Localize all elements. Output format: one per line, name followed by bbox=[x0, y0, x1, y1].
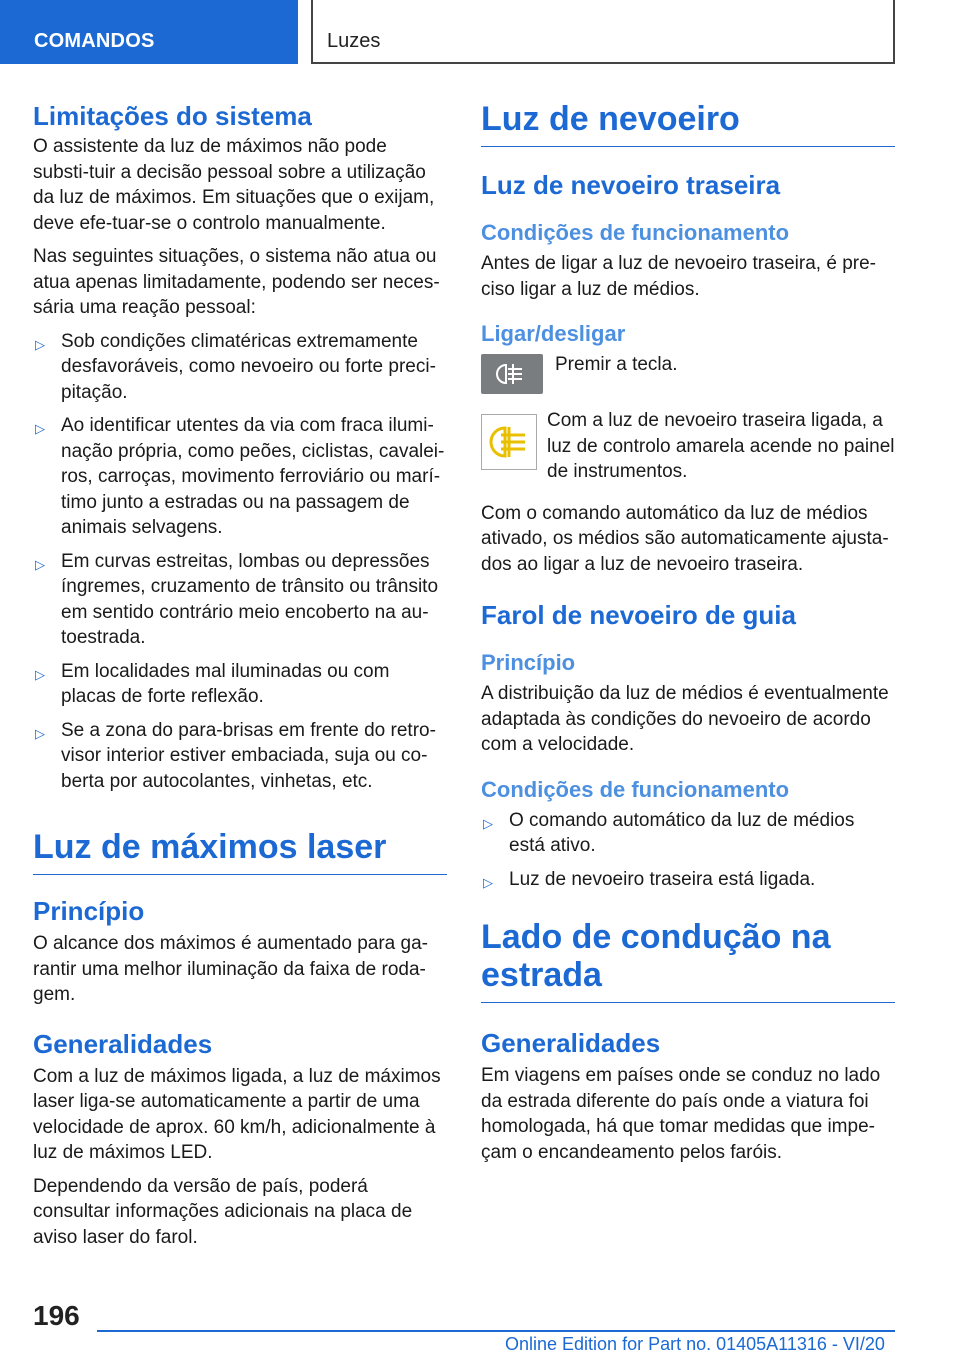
laser-principle-heading: Princípio bbox=[33, 896, 145, 926]
laser-heading: Luz de máximos laser bbox=[33, 828, 447, 875]
page-number: 196 bbox=[33, 1300, 80, 1331]
laser-general-paragraph-1: Com a luz de máximos ligada, a luz de máximos laser liga-se automaticamente a partir de uma velocidade de aprox. 60 km/h, adicionalmente à luz de máximos LED. bbox=[33, 1065, 441, 1163]
laser-principle-paragraph: O alcance dos máximos é aumentado para ga-rantir uma melhor iluminação da faixa de roda-gem. bbox=[33, 933, 428, 1005]
laser-general-paragraph-2: Dependendo da versão de país, poderá consultar informações adicionais na placa de aviso laser do farol. bbox=[33, 1175, 413, 1248]
triangle-bullet-icon: ▷ bbox=[35, 556, 45, 572]
limits-heading: Limitações do sistema bbox=[33, 101, 312, 131]
driving-side-paragraph: Em viagens em países onde se conduz no lado da estrada diferente do país onde a viatura foi homologada, há que tomar medidas que impe-çam o encandeamento pelos faróis. bbox=[481, 1065, 881, 1163]
auto-paragraph: Com o comando automático da luz de médios ativado, os médios são automaticamente ajusta-dos ao ligar a luz de nevoeiro traseira. bbox=[481, 502, 889, 575]
limits-list bbox=[33, 329, 447, 795]
list-item: ▷ Luz de nevoeiro traseira está ligada. bbox=[481, 867, 895, 893]
triangle-bullet-icon: ▷ bbox=[483, 815, 493, 831]
conditions-heading: Condições de funcionamento bbox=[481, 220, 790, 245]
indicator-text: Com a luz de nevoeiro traseira ligada, a luz de controlo amarela acende no painel de instrumentos. bbox=[547, 410, 895, 482]
triangle-bullet-icon: ▷ bbox=[35, 336, 45, 352]
fog-indicator-row bbox=[481, 412, 895, 485]
rear-fog-heading: Luz de nevoeiro traseira bbox=[481, 170, 781, 200]
left-column bbox=[33, 100, 447, 1250]
list-item: ▷ Se a zona do para-brisas em frente do retro-visor interior estiver embaciada, suja ou co-berta por autocolantes, vinhetas, etc. bbox=[35, 719, 436, 792]
list-item: ▷ Ao identificar utentes da via com fraca ilumi-nação própria, como peões, ciclistas, cavalei-ros, carroças, movimento ferroviário ou marí-timo junto a estradas ou na passagem de animais selvagens. bbox=[35, 415, 445, 538]
limits-paragraph-2: Nas seguintes situações, o sistema não atua ou atua apenas limitadamente, podendo ser neces-sária uma reação pessoal: bbox=[33, 246, 440, 318]
guide-principle-heading: Princípio bbox=[481, 650, 576, 675]
list-item: ▷ Em curvas estreitas, lombas ou depressões íngremes, cruzamento de trânsito ou trânsito em sentido contrário meio encoberto na au-toestrada. bbox=[35, 550, 439, 648]
section-label: Luzes bbox=[327, 30, 381, 52]
footer-divider bbox=[97, 1330, 895, 1332]
chapter-tab bbox=[0, 0, 298, 64]
onoff-heading: Ligar/desligar bbox=[481, 321, 626, 346]
guide-conditions-heading: Condições de funcionamento bbox=[481, 776, 790, 802]
edition-text: Online Edition for Part no. 01405A11316 - VI/20 bbox=[505, 1334, 885, 1354]
rear-fog-button-icon bbox=[481, 354, 543, 394]
triangle-bullet-icon: ▷ bbox=[35, 666, 45, 682]
section-header bbox=[311, 0, 895, 64]
guide-conditions-list bbox=[481, 808, 895, 893]
triangle-bullet-icon: ▷ bbox=[35, 725, 45, 741]
conditions-paragraph: Antes de ligar a luz de nevoeiro traseira, é pre-ciso ligar a luz de médios. bbox=[481, 253, 876, 300]
driving-side-general-heading: Generalidades bbox=[481, 1028, 661, 1058]
driving-side-heading: Lado de condução na estrada bbox=[481, 918, 895, 1003]
chapter-label: COMANDOS bbox=[34, 30, 155, 52]
triangle-bullet-icon: ▷ bbox=[483, 874, 493, 890]
limits-paragraph-1: O assistente da luz de máximos não pode substi-tuir a decisão pessoal sobre a utilização da luz de máximos. Em situações que o exijam, deve efe-tuar-se o controlo manualmente. bbox=[33, 136, 435, 234]
rear-fog-indicator-icon bbox=[481, 414, 537, 470]
list-item: ▷ Em localidades mal iluminadas ou com placas de forte reflexão. bbox=[35, 660, 390, 707]
press-key-text: Premir a tecla. bbox=[555, 354, 678, 375]
right-column bbox=[481, 100, 895, 1165]
list-item: ▷ O comando automático da luz de médios está ativo. bbox=[483, 809, 855, 856]
fog-button-row bbox=[481, 354, 895, 394]
triangle-bullet-icon: ▷ bbox=[35, 421, 45, 436]
list-item: ▷ Sob condições climatéricas extremamente desfavoráveis, como nevoeiro ou forte preci-pitação. bbox=[35, 330, 436, 403]
fog-heading: Luz de nevoeiro bbox=[481, 100, 895, 147]
guide-heading: Farol de nevoeiro de guia bbox=[481, 600, 796, 630]
laser-general-heading: Generalidades bbox=[33, 1028, 213, 1059]
guide-principle-paragraph: A distribuição da luz de médios é eventualmente adaptada às condições do nevoeiro de acordo com a velocidade. bbox=[481, 683, 889, 755]
